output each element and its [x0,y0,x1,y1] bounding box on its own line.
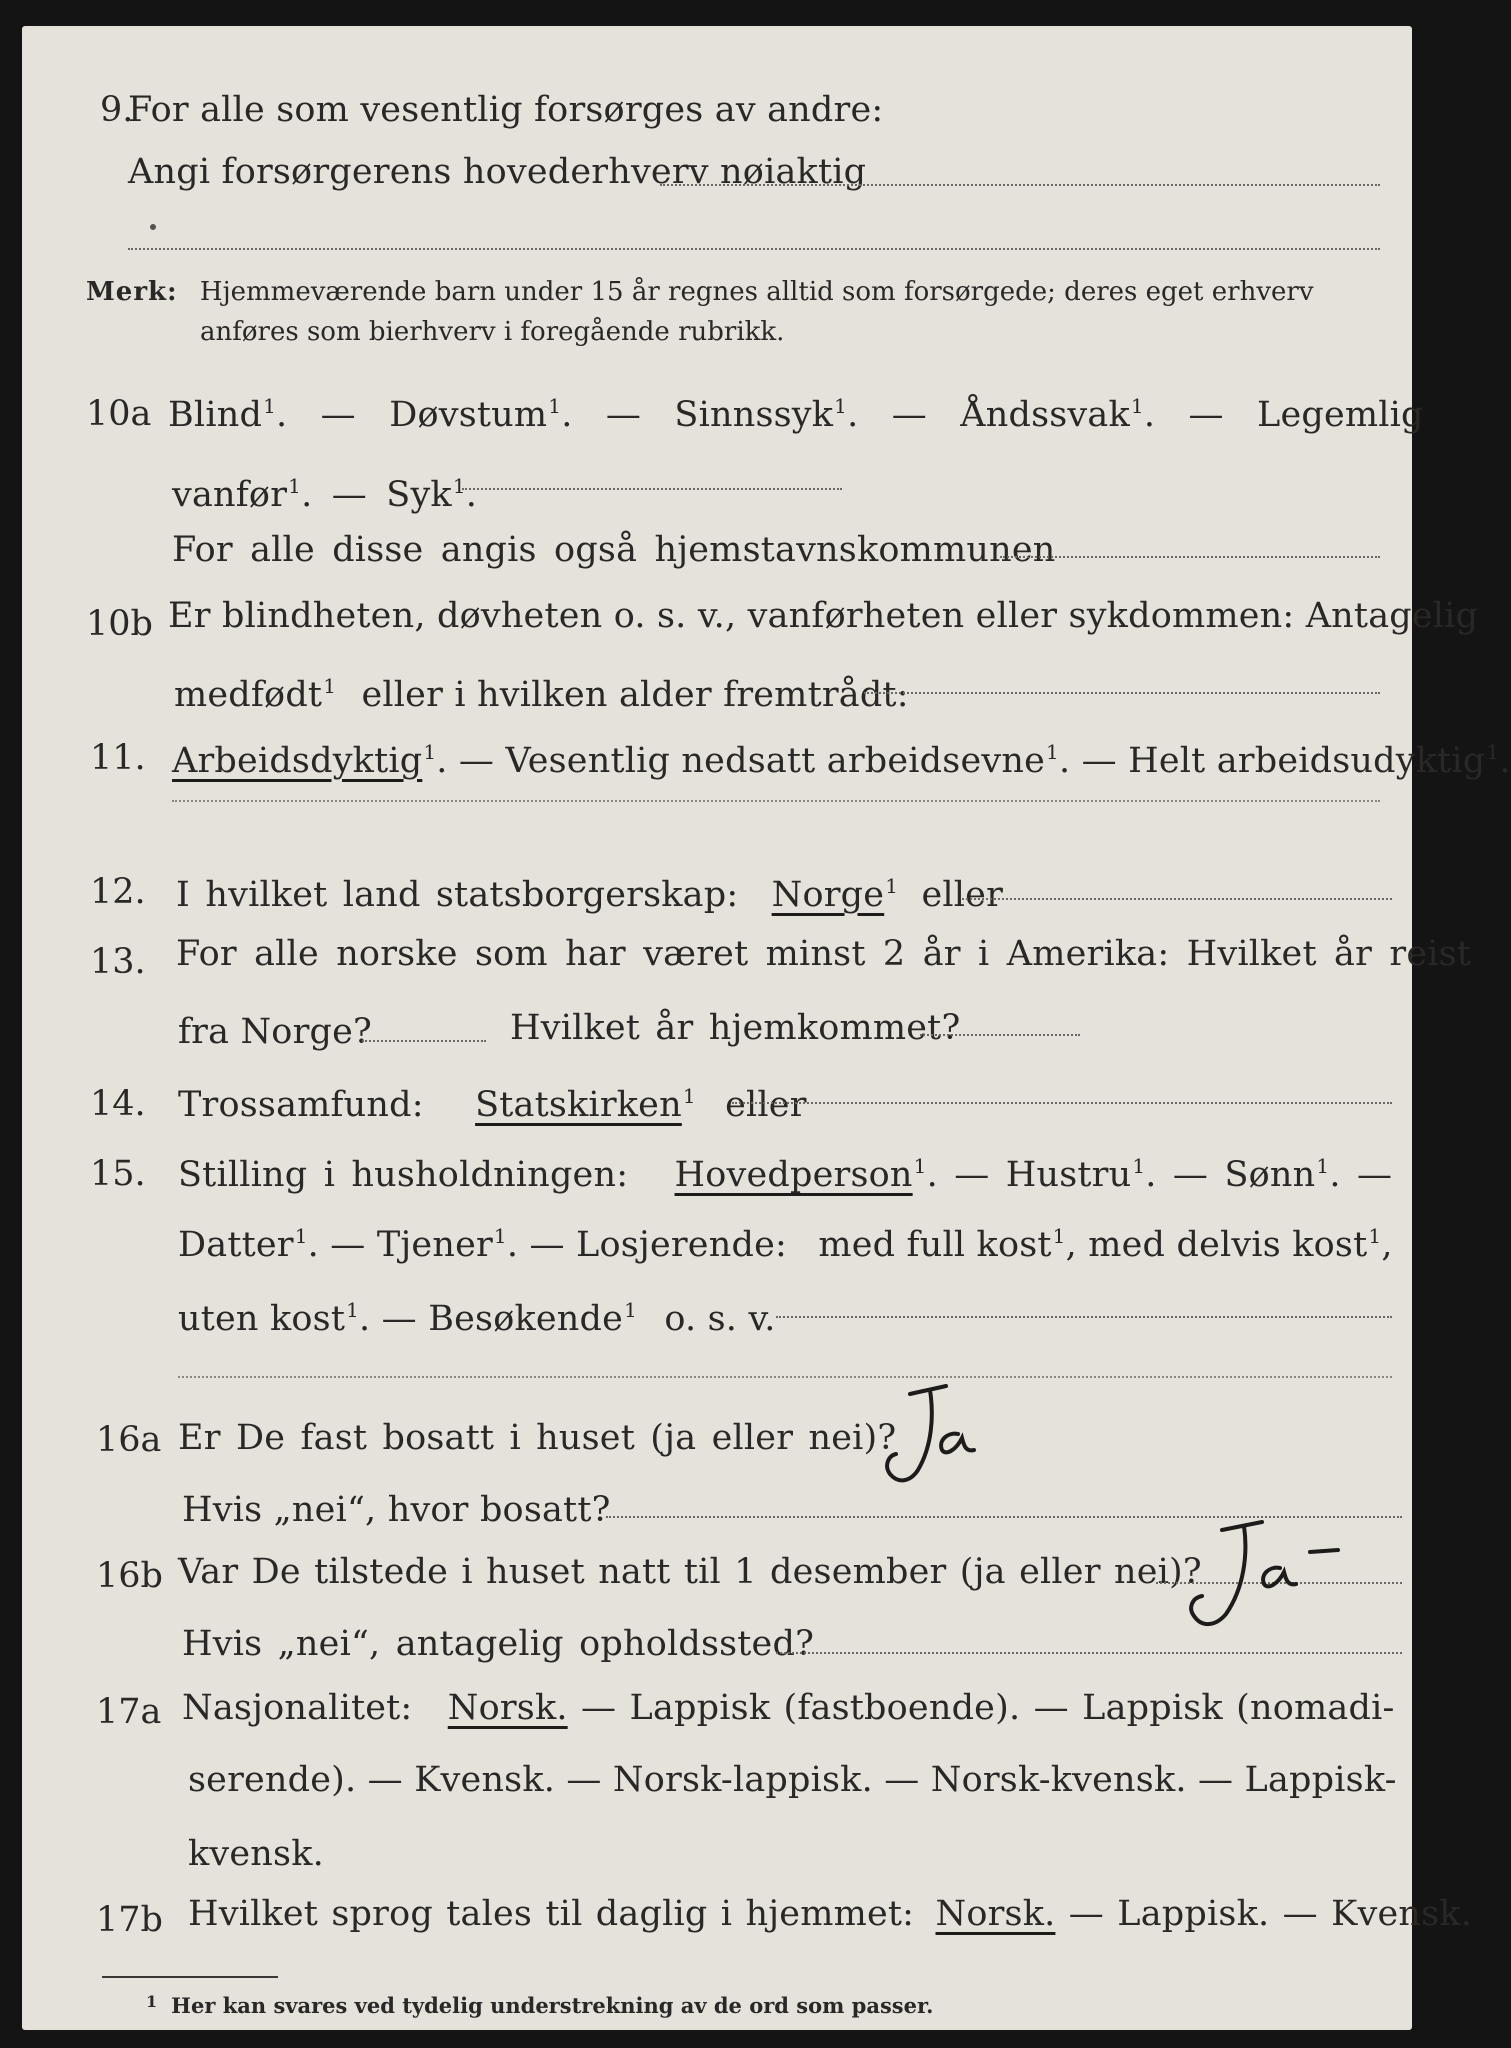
sup: 1 [834,394,848,418]
opt-arbeidsdyktig[interactable]: Arbeidsdyktig [172,741,423,781]
q15-separator [178,1376,1392,1378]
sup: 1 [1486,740,1500,764]
q16a-number: 16a [96,1420,162,1460]
q15-osv: o. s. v. [664,1299,776,1339]
opt-tjener[interactable]: . — Tjener [307,1225,493,1265]
sup: 1 [1046,740,1059,764]
end-period: . [1499,741,1511,781]
q12-text: I hvilket land statsborgerskap: [176,875,739,915]
opt-nedsatt[interactable]: . — Vesentlig nedsatt arbeidsevne [436,741,1045,781]
opt-delvis-kost[interactable]: , med delvis kost [1065,1225,1368,1265]
dash: — [891,395,927,435]
dash-end: . — [1329,1155,1393,1195]
census-form-page [22,26,1511,2030]
q10b-line1: Er blindheten, døvheten o. s. v., vanførheten eller sykdommen: Antagelig [168,596,1479,636]
sup: 1 [1316,1154,1330,1178]
opt-uten-kost[interactable]: uten kost [178,1299,346,1339]
q17a-label: Nasjonalitet: [182,1688,413,1728]
q17a-line1-rest: — Lappisk (fastboende). — Lappisk (nomadi- [581,1688,1395,1728]
sup: 1 [548,394,562,418]
handwritten-answer-ja-16a [848,1366,1028,1496]
q10b-line2 [174,664,909,717]
q9-line2: Angi forsørgerens hovederhverv nøiaktig [128,152,867,192]
footnote-mark: 1 [146,1992,158,2011]
q12-answer-line[interactable] [962,898,1392,900]
q16b-line2: Hvis „nei“, antagelig opholdssted? [182,1624,815,1664]
dash: — [605,395,642,435]
q13-number: 13. [90,942,146,982]
q14-text: Trossamfund: [178,1085,424,1125]
q15-text: Stilling i husholdningen: [178,1155,629,1195]
sup: 1 [624,1298,637,1322]
handwritten-answer-ja-16b [1152,1506,1362,1646]
dash: — [331,475,367,515]
q16a-line1: Er De fast bosatt i huset (ja eller nei)? [178,1418,897,1458]
merk-line2: anføres som bierhverv i foregående rubrikk. [200,317,785,347]
q15-line3 [178,1288,776,1341]
q12-line [176,864,1003,917]
merk-line1 [86,272,1314,312]
opt-udyktig[interactable]: . — Helt arbeidsudyktig [1058,741,1486,781]
opt-legemlig[interactable]: Legemlig [1257,395,1424,435]
sup: 1 [323,674,337,698]
sup: 1 [1132,1154,1146,1178]
opt-full-kost[interactable]: med full kost [818,1225,1052,1265]
footnote-text: Her kan svares ved tydelig understrekning av de ord som passer. [171,1993,934,2018]
q9-line1: For alle som vesentlig forsørges av andre: [128,90,884,130]
q17b-line [188,1892,1472,1936]
sup: 1 [1052,1224,1066,1248]
merk-label: Merk: [86,277,178,307]
opt-norge[interactable]: Norge [771,875,885,915]
q10a-number: 10a [86,394,152,434]
q16b-number: 16b [96,1556,163,1596]
sup: 1 [452,474,466,498]
opt-datter[interactable]: Datter [178,1225,294,1265]
stray-dot [150,224,156,230]
q17b-text: Hvilket sprog tales til daglig i hjemmet: [188,1894,915,1934]
q15-number: 15. [90,1154,146,1194]
q17a-line2: serende). — Kvensk. — Norsk-lappisk. — Norsk-kvensk. — Lappisk- [188,1760,1397,1800]
dash: — [1188,395,1224,435]
opt-statskirken[interactable]: Statskirken [475,1085,682,1125]
merk-text-1: Hjemmeværende barn under 15 år regnes alltid som forsørgede; deres eget erhverv [199,277,1314,307]
q17a-line1 [182,1686,1395,1730]
footnote [146,1988,933,2020]
opt-besokende[interactable]: . — Besøkende [359,1299,624,1339]
opt-dovstum[interactable]: Døvstum [389,395,548,435]
sup: 1 [294,1224,308,1248]
sup: 1 [263,394,276,418]
sup: 1 [913,1154,927,1178]
opt-sinnssyk[interactable]: Sinnssyk [674,395,834,435]
opt-vanfor[interactable]: vanfør [172,475,288,515]
sup: 1 [346,1298,360,1322]
opt-blind[interactable]: Blind [168,395,263,435]
opt-hustru[interactable]: . — Hustru [926,1155,1132,1195]
sup: 1 [1130,394,1144,418]
q11-number: 11. [90,738,146,778]
q10a-line3: For alle disse angis også hjemstavnskommunen [172,530,1056,570]
sup: 1 [1368,1224,1382,1248]
opt-sonn[interactable]: . — Sønn [1145,1155,1316,1195]
q10a-line1: Blind$^1$. — Døvstum$^1$. — Sinnssyk$^1$. — Åndssvak$^1$. — Legemlig [168,394,1424,435]
opt-norsk-17a[interactable]: Norsk. [447,1688,568,1728]
q12-number: 12. [90,872,146,912]
q9-answer-line[interactable] [660,184,1380,186]
sup: 1 [682,1084,696,1108]
q14-answer-line[interactable] [732,1102,1392,1104]
comma: , [1381,1225,1393,1265]
sup: 1 [493,1224,507,1248]
q16b-line1: Var De tilstede i huset natt til 1 desember (ja eller nei)? [178,1552,1202,1592]
opt-syk[interactable]: Syk [386,475,452,515]
q17a-line3: kvensk. [188,1834,324,1874]
q16b-opholdssted-line[interactable] [776,1652,1402,1654]
q13-line2b: Hvilket år hjemkommet? [510,1008,961,1048]
q14-eller: eller [725,1085,807,1125]
q13-line1: For alle norske som har været minst 2 år i Amerika: Hvilket år reist [176,934,1472,974]
q10a-answer-line[interactable] [462,488,842,490]
q9-number: 9. [100,90,134,130]
q17b-rest: — Lappisk. — Kvensk. [1068,1894,1473,1934]
opt-hovedperson[interactable]: Hovedperson [674,1155,913,1195]
opt-medfodt[interactable]: medfødt [174,675,323,715]
q10b-number: 10b [86,604,153,644]
q10a-kommune-line[interactable] [1000,556,1380,558]
sup: 1 [885,874,899,898]
q9-answer-line-2[interactable] [128,248,1380,250]
sup: 1 [288,474,302,498]
opt-andssvak[interactable]: Åndssvak [960,395,1130,435]
q15-line2 [178,1214,1393,1267]
q15-answer-line[interactable] [776,1316,1392,1318]
q14-line [178,1074,807,1127]
q16a-line2: Hvis „nei“, hvor bosatt? [182,1490,611,1530]
sup: 1 [423,740,437,764]
q17b-number: 17b [96,1900,163,1940]
q12-eller: eller [921,875,1003,915]
q11-line [172,730,1511,783]
opt-losjerende[interactable]: . — Losjerende: [506,1225,787,1265]
q10a-line2: vanfør$^1$. — Syk$^1$. [172,474,478,515]
q10b-answer-line[interactable] [864,692,1380,694]
q17a-number: 17a [96,1692,162,1732]
q10b-line2-rest: eller i hvilken alder fremtrådt: [361,675,909,715]
q13-hjemkommet-line[interactable] [920,1034,1080,1036]
opt-norsk-17b[interactable]: Norsk. [935,1894,1056,1934]
dash: — [320,395,356,435]
footnote-rule [102,1976,278,1978]
q13-reist-line[interactable] [362,1040,486,1042]
q15-line1 [178,1144,1392,1197]
q13-line2a: fra Norge? [178,1012,372,1052]
q14-number: 14. [90,1084,146,1124]
q11-separator [172,800,1380,802]
